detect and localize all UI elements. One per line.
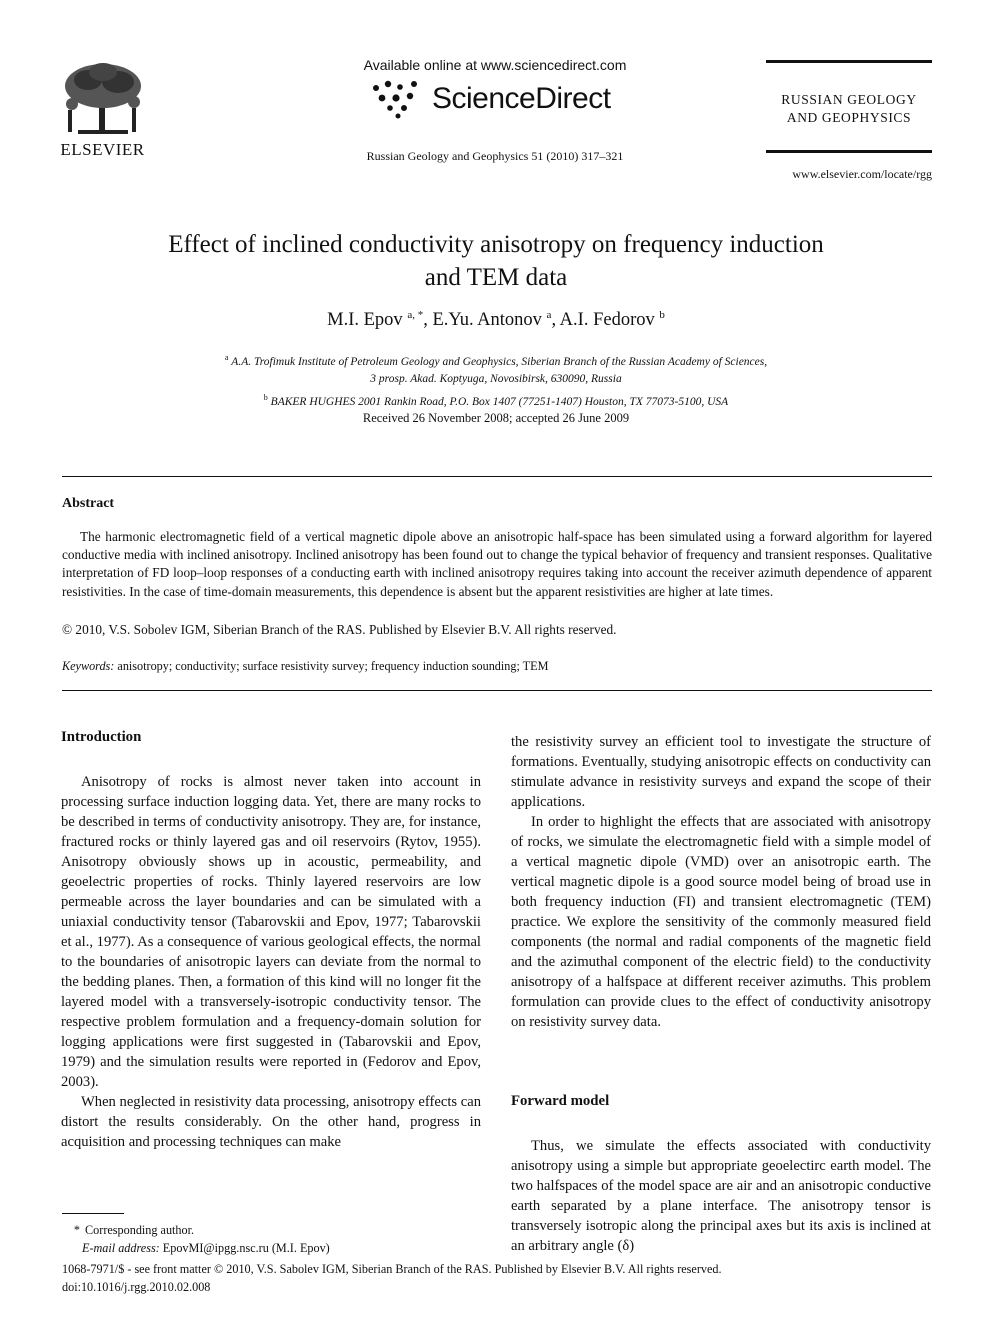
page-footer bbox=[62, 1260, 722, 1296]
abstract-heading: Abstract bbox=[62, 496, 115, 511]
article-title bbox=[60, 228, 932, 294]
copyright: © 2010, V.S. Sobolev IGM, Siberian Branch of the RAS. Published by Elsevier B.V. All rights reserved. bbox=[62, 622, 617, 637]
journal-title-box bbox=[766, 60, 932, 153]
elsevier-tree-icon bbox=[58, 60, 148, 140]
author[interactable]: M.I. Epov $^{a, *}$ bbox=[327, 308, 424, 330]
author[interactable]: A.I. Fedorov $^b$ bbox=[559, 308, 665, 330]
title-line: Effect of inclined conductivity anisotropy on frequency induction bbox=[168, 231, 824, 258]
available-online[interactable]: Available online at www.sciencedirect.com bbox=[363, 57, 627, 73]
introduction-heading: Introduction bbox=[61, 729, 142, 745]
keywords bbox=[62, 659, 932, 674]
divider bbox=[62, 476, 932, 477]
paragraph: When neglected in resistivity data processing, anisotropy effects can distort the results considerably. On the other hand, progress in acquisition and processing techniques can make bbox=[61, 1094, 481, 1150]
divider bbox=[766, 150, 932, 153]
forward-model-heading: Forward model bbox=[511, 1093, 610, 1109]
journal-title-line: RUSSIAN GEOLOGY bbox=[781, 92, 917, 107]
affiliation-a-address: 3 prosp. Akad. Koptyuga, Novosibirsk, 630090, Russia bbox=[370, 373, 622, 386]
doi[interactable]: doi:10.1016/j.rgg.2010.02.008 bbox=[62, 1280, 211, 1294]
email-line: E-mail address: EpovMI@ipgg.nsc.ru (M.I. Epov) bbox=[82, 1241, 330, 1255]
email-link[interactable]: EpovMI@ipgg.nsc.ru (M.I. Epov) bbox=[162, 1241, 330, 1255]
journal-title bbox=[766, 63, 932, 150]
corresponding-author: * Corresponding author. bbox=[73, 1223, 195, 1237]
paragraph: Thus, we simulate the effects associated with conductivity anisotropy using a simple but appropriate geoelectirc earth model. The two halfspaces of the model space are air and an anisotropic conductive earth separated by a plane interface. The anisotropy tensor is transversely isotropic along the principal axes but its axis is inclined at an arbitrary angle (δ) bbox=[511, 1138, 931, 1254]
right-column bbox=[511, 732, 931, 1032]
paragraph: In order to highlight the effects that are associated with anisotropy of rocks, we simulate the electromagnetic field with a simple model of a vertical magnetic dipole (VMD) over an anisotropic earth. The vertical magnetic dipole is a good source model being of broad use in both frequency induction (FI) and transient electromagnetic (TEM) practice. We explore the sensitivity of the commonly measured field components (the normal and radial components of the magnetic field and the azimuthal component of the electric field) to the conductivity anisotropy of a halfspace at different receiver azimuths. This problem formulation can provide clues to the effect of conductivity anisotropy on resistivity survey data. bbox=[511, 814, 931, 1030]
journal-reference: Russian Geology and Geophysics 51 (2010) 317–321 bbox=[366, 149, 624, 163]
left-column bbox=[61, 772, 481, 1152]
publisher-name: ELSEVIER bbox=[60, 140, 145, 159]
journal-title-line: AND GEOPHYSICS bbox=[786, 110, 912, 125]
affiliation-b: $^b$ BAKER HUGHES 2001 Rankin Road, P.O. Box 1407 (77251-1407) Houston, TX 77073-5100, USA bbox=[263, 392, 729, 408]
elsevier-logo bbox=[55, 60, 150, 160]
author-list: M.I. Epov $^{a, *}$, E.Yu. Antonov $^a$, A.I. Fedorov $^b$ bbox=[327, 308, 665, 330]
journal-url[interactable]: www.elsevier.com/locate/rgg bbox=[792, 167, 932, 181]
keywords-label: Keywords: bbox=[62, 659, 115, 673]
forward-model-text bbox=[511, 1136, 931, 1256]
affiliation-a: $^a$ A.A. Trofimuk Institute of Petroleum Geology and Geophysics, Siberian Branch of the Russian Academy of Sciences, bbox=[224, 353, 768, 368]
received-dates: Received 26 November 2008; accepted 26 June 2009 bbox=[362, 411, 630, 425]
author[interactable]: E.Yu. Antonov $^a$ bbox=[432, 308, 552, 330]
affiliations bbox=[60, 349, 932, 411]
keywords-list: anisotropy; conductivity; surface resistivity survey; frequency induction sounding; TEM bbox=[117, 659, 549, 673]
abstract-text: The harmonic electromagnetic field of a vertical magnetic dipole above an anisotropic half-space has been simulated using a forward algorithm for layered conductive media with inclined anisotropy. Inclined anisotropy has been found out to change the typical behavior of frequency and transient responses. Qualitative interpretation of FD loop–loop responses of a conducting earth with inclined anisotropy requires taking into account the receiver azimuth dependence of apparent resistivities. In the case of time-domain measurements, this dependence is absent but the apparent resistivities are higher at late times. bbox=[62, 529, 932, 599]
abstract-body bbox=[62, 528, 932, 601]
paragraph: Anisotropy of rocks is almost never taken into account in processing surface induction logging data. Yet, there are many rocks to be described in terms of conductivity anisotropy. They are, for instance, fractured rocks or thinly layered gas and oil reservoirs (Rytov, 1955). Anisotropy obviously shows up in acoustic, permeability, and geoelectric properties of rocks. Thinly layered reservoirs are low permeable across the layer boundaries and can be simulated with a uniaxial conductivity tensor (Tabarovskii and Epov, 1977; Tabarovskii et al., 1977). As a consequence of various geological effects, the normal to the boundaries of anisotropic layers can deviate from the normal to the bedding planes. Then, a formation of this kind will no longer fit the layered model with a transversely-isotropic conductivity tensor. The respective problem formulation and a frequency-domain solution for logging applications were first suggested in (Tabarovskii and Epov, 1979) and the simulation results were reported in (Fedorov and Epov, 2003). bbox=[61, 774, 481, 1090]
divider bbox=[62, 690, 932, 691]
sciencedirect-logo[interactable] bbox=[370, 78, 630, 120]
issn-line: 1068-7971/$ - see front matter © 2010, V.S. Sabolev IGM, Siberian Branch of the RAS. Published by Elsevier B.V. All rights reserved. bbox=[62, 1262, 722, 1276]
paragraph: the resistivity survey an efficient tool to investigate the structure of formations. Eventually, studying anisotropic effects on conductivity can stimulate advance in resistivity surveys and expand the scope of their applications. bbox=[511, 734, 931, 810]
title-line: and TEM data bbox=[424, 264, 568, 291]
sciencedirect-dots-icon bbox=[370, 78, 430, 120]
sciencedirect-wordmark: ScienceDirect bbox=[432, 82, 611, 115]
footnote-rule bbox=[62, 1213, 124, 1214]
footnote bbox=[62, 1221, 330, 1257]
